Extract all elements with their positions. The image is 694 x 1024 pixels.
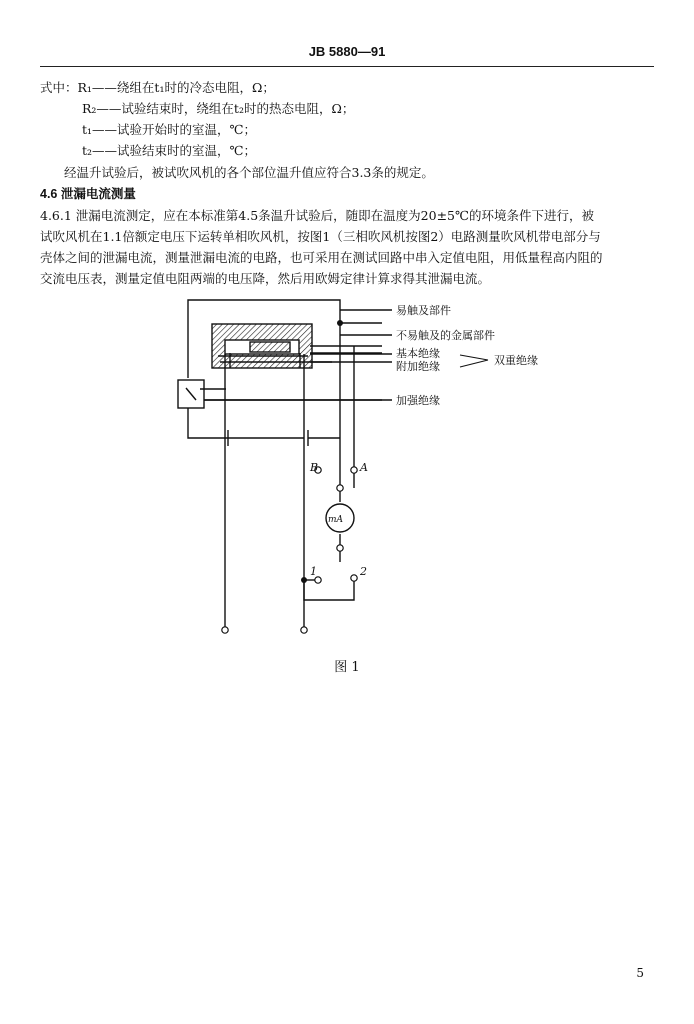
terminal-a-label: A — [360, 461, 368, 474]
formula-t2: t₂——试验结束时的室温，℃； — [82, 143, 257, 158]
paragraph-line: 试吹风机在1.1倍额定电压下运转单相吹风机，按图1（三相吹风机按图2）电路测量吹风机带电部分与 — [40, 229, 601, 244]
label-accessible-parts: 易触及部件 — [396, 304, 451, 317]
leakage-circuit-diagram — [160, 290, 580, 640]
standard-number: JB 5880—91 — [308, 44, 386, 59]
terminal-1-label: 1 — [310, 565, 317, 578]
header-rule — [40, 66, 654, 67]
label-reinforced-insulation: 加强绝缘 — [396, 394, 440, 407]
formula-r2: R₂——试验结束时，绕组在t₂时的热态电阻，Ω； — [82, 101, 355, 116]
label-supplementary-insulation: 附加绝缘 — [396, 360, 440, 373]
page-number: 5 — [636, 966, 644, 980]
formula-t1: t₁——试验开始时的室温，℃； — [82, 122, 257, 137]
terminal-b-label: B — [310, 461, 319, 474]
figure-caption: 图 1 — [334, 660, 360, 675]
paragraph-line: 交流电压表，测量定值电阻两端的电压降，然后用欧姆定律计算求得其泄漏电流。 — [40, 271, 491, 286]
temperature-rise-note: 经温升试验后，被试吹风机的各个部位温升值应符合3.3条的规定。 — [64, 165, 434, 180]
label-double-insulation: 双重绝缘 — [494, 354, 538, 367]
paragraph-line: 4.6.1 泄漏电流测定，应在本标准第4.5条温升试验后，随即在温度为20±5℃的环境条件下进行，被 — [40, 208, 594, 223]
section-heading-4-6: 4.6 泄漏电流测量 — [40, 187, 136, 201]
double-insulation-bracket — [460, 355, 488, 367]
label-inaccessible-metal: 不易触及的金属部件 — [396, 329, 495, 342]
formula-r1: 式中：R₁——绕组在t₁时的冷态电阻，Ω； — [40, 80, 275, 95]
terminal-2-label: 2 — [360, 565, 367, 578]
paragraph-line: 壳体之间的泄漏电流，测量泄漏电流的电路，也可采用在测试回路中串入定值电阻，用低量程高内阻的 — [40, 250, 603, 265]
milliammeter-label: mA — [328, 515, 344, 525]
label-basic-insulation: 基本绝缘 — [396, 347, 440, 360]
